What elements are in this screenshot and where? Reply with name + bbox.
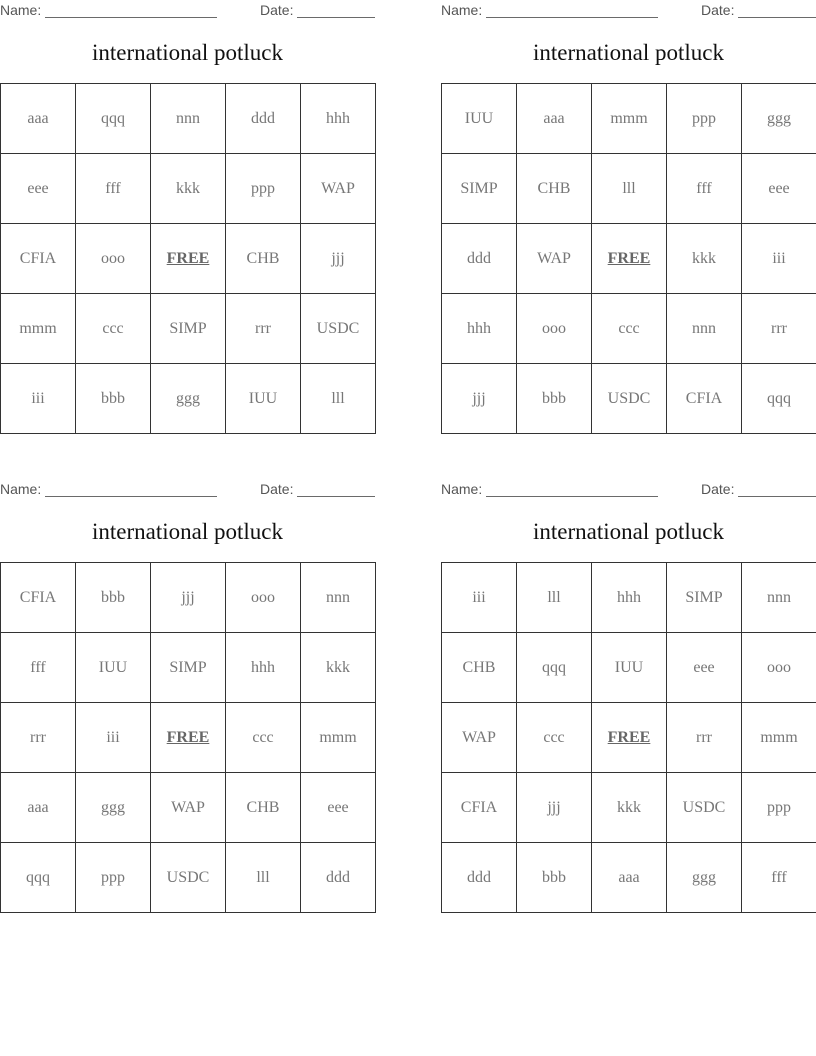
grid-cell[interactable]: USDC [301, 294, 376, 364]
date-line[interactable] [297, 496, 375, 497]
name-label: Name: [0, 481, 42, 497]
card-title: international potluck [92, 40, 283, 65]
grid-cell[interactable]: jjj [442, 364, 517, 434]
grid-cell[interactable]: kkk [592, 773, 667, 843]
grid-cell[interactable]: SIMP [151, 294, 226, 364]
bingo-grid [0, 562, 376, 913]
grid-row [1, 703, 376, 773]
grid-row [442, 294, 816, 364]
name-line[interactable] [486, 17, 658, 18]
grid-cell[interactable]: aaa [517, 84, 592, 154]
date-line[interactable] [738, 496, 816, 497]
grid-cell[interactable]: WAP [301, 154, 376, 224]
grid-cell[interactable]: qqq [742, 364, 816, 434]
grid-cell[interactable]: bbb [517, 843, 592, 913]
grid-cell[interactable]: IUU [442, 84, 517, 154]
card-title: international potluck [533, 40, 724, 65]
grid-cell[interactable]: lll [592, 154, 667, 224]
grid-cell[interactable]: ppp [76, 843, 151, 913]
name-line[interactable] [486, 496, 658, 497]
grid-cell[interactable]: ddd [442, 843, 517, 913]
grid-cell[interactable]: ccc [592, 294, 667, 364]
grid-cell[interactable]: rrr [667, 703, 742, 773]
grid-cell[interactable]: lll [226, 843, 301, 913]
bingo-grid [441, 83, 816, 434]
grid-cell[interactable]: jjj [151, 563, 226, 633]
grid-cell[interactable]: CFIA [1, 563, 76, 633]
grid-cell[interactable]: ooo [742, 633, 816, 703]
grid-cell[interactable]: hhh [301, 84, 376, 154]
grid-cell[interactable]: kkk [667, 224, 742, 294]
grid-cell[interactable]: fff [667, 154, 742, 224]
grid-cell[interactable]: rrr [1, 703, 76, 773]
grid-cell[interactable]: qqq [517, 633, 592, 703]
date-label: Date: [260, 481, 294, 497]
grid-cell[interactable]: ddd [301, 843, 376, 913]
grid-row [1, 563, 376, 633]
grid-cell[interactable]: lll [517, 563, 592, 633]
grid-cell[interactable]: ddd [442, 224, 517, 294]
grid-cell[interactable]: lll [301, 364, 376, 434]
grid-cell[interactable]: iii [1, 364, 76, 434]
grid-row [1, 773, 376, 843]
grid-cell[interactable]: WAP [151, 773, 226, 843]
free-cell[interactable]: FREE [592, 703, 667, 773]
grid-cell[interactable]: ooo [226, 563, 301, 633]
grid-cell[interactable]: IUU [226, 364, 301, 434]
grid-row [442, 773, 816, 843]
grid-cell[interactable]: USDC [151, 843, 226, 913]
grid-cell[interactable]: jjj [517, 773, 592, 843]
grid-cell[interactable]: qqq [76, 84, 151, 154]
name-line[interactable] [45, 496, 217, 497]
grid-cell[interactable]: WAP [442, 703, 517, 773]
name-date-bar [0, 2, 375, 20]
grid-cell[interactable]: ppp [667, 84, 742, 154]
grid-cell[interactable]: ppp [742, 773, 816, 843]
grid-cell[interactable]: rrr [226, 294, 301, 364]
grid-cell[interactable]: eee [667, 633, 742, 703]
grid-cell[interactable]: hhh [592, 563, 667, 633]
grid-cell[interactable]: ggg [151, 364, 226, 434]
grid-cell[interactable]: nnn [151, 84, 226, 154]
card-title: international potluck [533, 519, 724, 544]
grid-cell[interactable]: ddd [226, 84, 301, 154]
grid-cell[interactable]: hhh [226, 633, 301, 703]
grid-cell[interactable]: CFIA [442, 773, 517, 843]
free-cell[interactable]: FREE [592, 224, 667, 294]
grid-row [1, 224, 376, 294]
grid-cell[interactable]: CHB [226, 224, 301, 294]
grid-cell[interactable]: ccc [76, 294, 151, 364]
grid-cell[interactable]: fff [742, 843, 816, 913]
grid-row [442, 224, 816, 294]
free-cell[interactable]: FREE [151, 703, 226, 773]
grid-cell[interactable]: USDC [667, 773, 742, 843]
grid-row [442, 843, 816, 913]
grid-cell[interactable]: ggg [76, 773, 151, 843]
grid-cell[interactable]: CFIA [667, 364, 742, 434]
grid-cell[interactable]: qqq [1, 843, 76, 913]
grid-cell[interactable]: bbb [517, 364, 592, 434]
grid-cell[interactable]: eee [742, 154, 816, 224]
grid-cell[interactable]: SIMP [667, 563, 742, 633]
grid-cell[interactable]: CHB [442, 633, 517, 703]
grid-cell[interactable]: iii [442, 563, 517, 633]
free-cell[interactable]: FREE [151, 224, 226, 294]
grid-row [1, 294, 376, 364]
grid-cell[interactable]: ppp [226, 154, 301, 224]
grid-cell[interactable]: CFIA [1, 224, 76, 294]
card-title: international potluck [92, 519, 283, 544]
grid-row [442, 154, 816, 224]
grid-row [1, 843, 376, 913]
grid-cell[interactable]: CHB [517, 154, 592, 224]
grid-row [1, 364, 376, 434]
grid-cell[interactable]: iii [76, 703, 151, 773]
grid-cell[interactable]: ggg [742, 84, 816, 154]
date-label: Date: [701, 2, 735, 18]
grid-cell[interactable]: SIMP [151, 633, 226, 703]
bingo-grid [441, 562, 816, 913]
grid-cell[interactable]: nnn [742, 563, 816, 633]
grid-cell[interactable]: CHB [226, 773, 301, 843]
grid-cell[interactable]: hhh [442, 294, 517, 364]
grid-cell[interactable]: bbb [76, 364, 151, 434]
grid-cell[interactable]: aaa [1, 773, 76, 843]
grid-cell[interactable]: SIMP [442, 154, 517, 224]
date-line[interactable] [297, 17, 375, 18]
grid-cell[interactable]: aaa [1, 84, 76, 154]
grid-cell[interactable]: fff [76, 154, 151, 224]
grid-cell[interactable]: iii [742, 224, 816, 294]
grid-cell[interactable]: nnn [667, 294, 742, 364]
grid-row [442, 563, 816, 633]
grid-cell[interactable]: kkk [301, 633, 376, 703]
grid-cell[interactable]: eee [1, 154, 76, 224]
grid-row [1, 154, 376, 224]
grid-cell[interactable]: IUU [592, 633, 667, 703]
name-date-bar [441, 481, 816, 499]
grid-cell[interactable]: USDC [592, 364, 667, 434]
grid-cell[interactable]: fff [1, 633, 76, 703]
name-date-bar [0, 481, 375, 499]
grid-cell[interactable]: IUU [76, 633, 151, 703]
grid-cell[interactable]: nnn [301, 563, 376, 633]
bingo-grid [0, 83, 376, 434]
grid-row [442, 703, 816, 773]
grid-cell[interactable]: WAP [517, 224, 592, 294]
name-date-bar [441, 2, 816, 20]
grid-cell[interactable]: rrr [742, 294, 816, 364]
name-label: Name: [441, 481, 483, 497]
name-line[interactable] [45, 17, 217, 18]
name-label: Name: [441, 2, 483, 18]
grid-cell[interactable]: mmm [592, 84, 667, 154]
grid-cell[interactable]: ooo [517, 294, 592, 364]
grid-row [442, 364, 816, 434]
grid-row [442, 633, 816, 703]
date-line[interactable] [738, 17, 816, 18]
grid-cell[interactable]: mmm [301, 703, 376, 773]
grid-cell[interactable]: mmm [742, 703, 816, 773]
date-label: Date: [260, 2, 294, 18]
grid-cell[interactable]: ccc [517, 703, 592, 773]
grid-cell[interactable]: jjj [301, 224, 376, 294]
grid-cell[interactable]: ccc [226, 703, 301, 773]
grid-cell[interactable]: kkk [151, 154, 226, 224]
grid-cell[interactable]: mmm [1, 294, 76, 364]
grid-cell[interactable]: ooo [76, 224, 151, 294]
grid-cell[interactable]: eee [301, 773, 376, 843]
grid-row [1, 633, 376, 703]
grid-cell[interactable]: bbb [76, 563, 151, 633]
grid-row [1, 84, 376, 154]
grid-cell[interactable]: ggg [667, 843, 742, 913]
name-label: Name: [0, 2, 42, 18]
date-label: Date: [701, 481, 735, 497]
grid-row [442, 84, 816, 154]
grid-cell[interactable]: aaa [592, 843, 667, 913]
